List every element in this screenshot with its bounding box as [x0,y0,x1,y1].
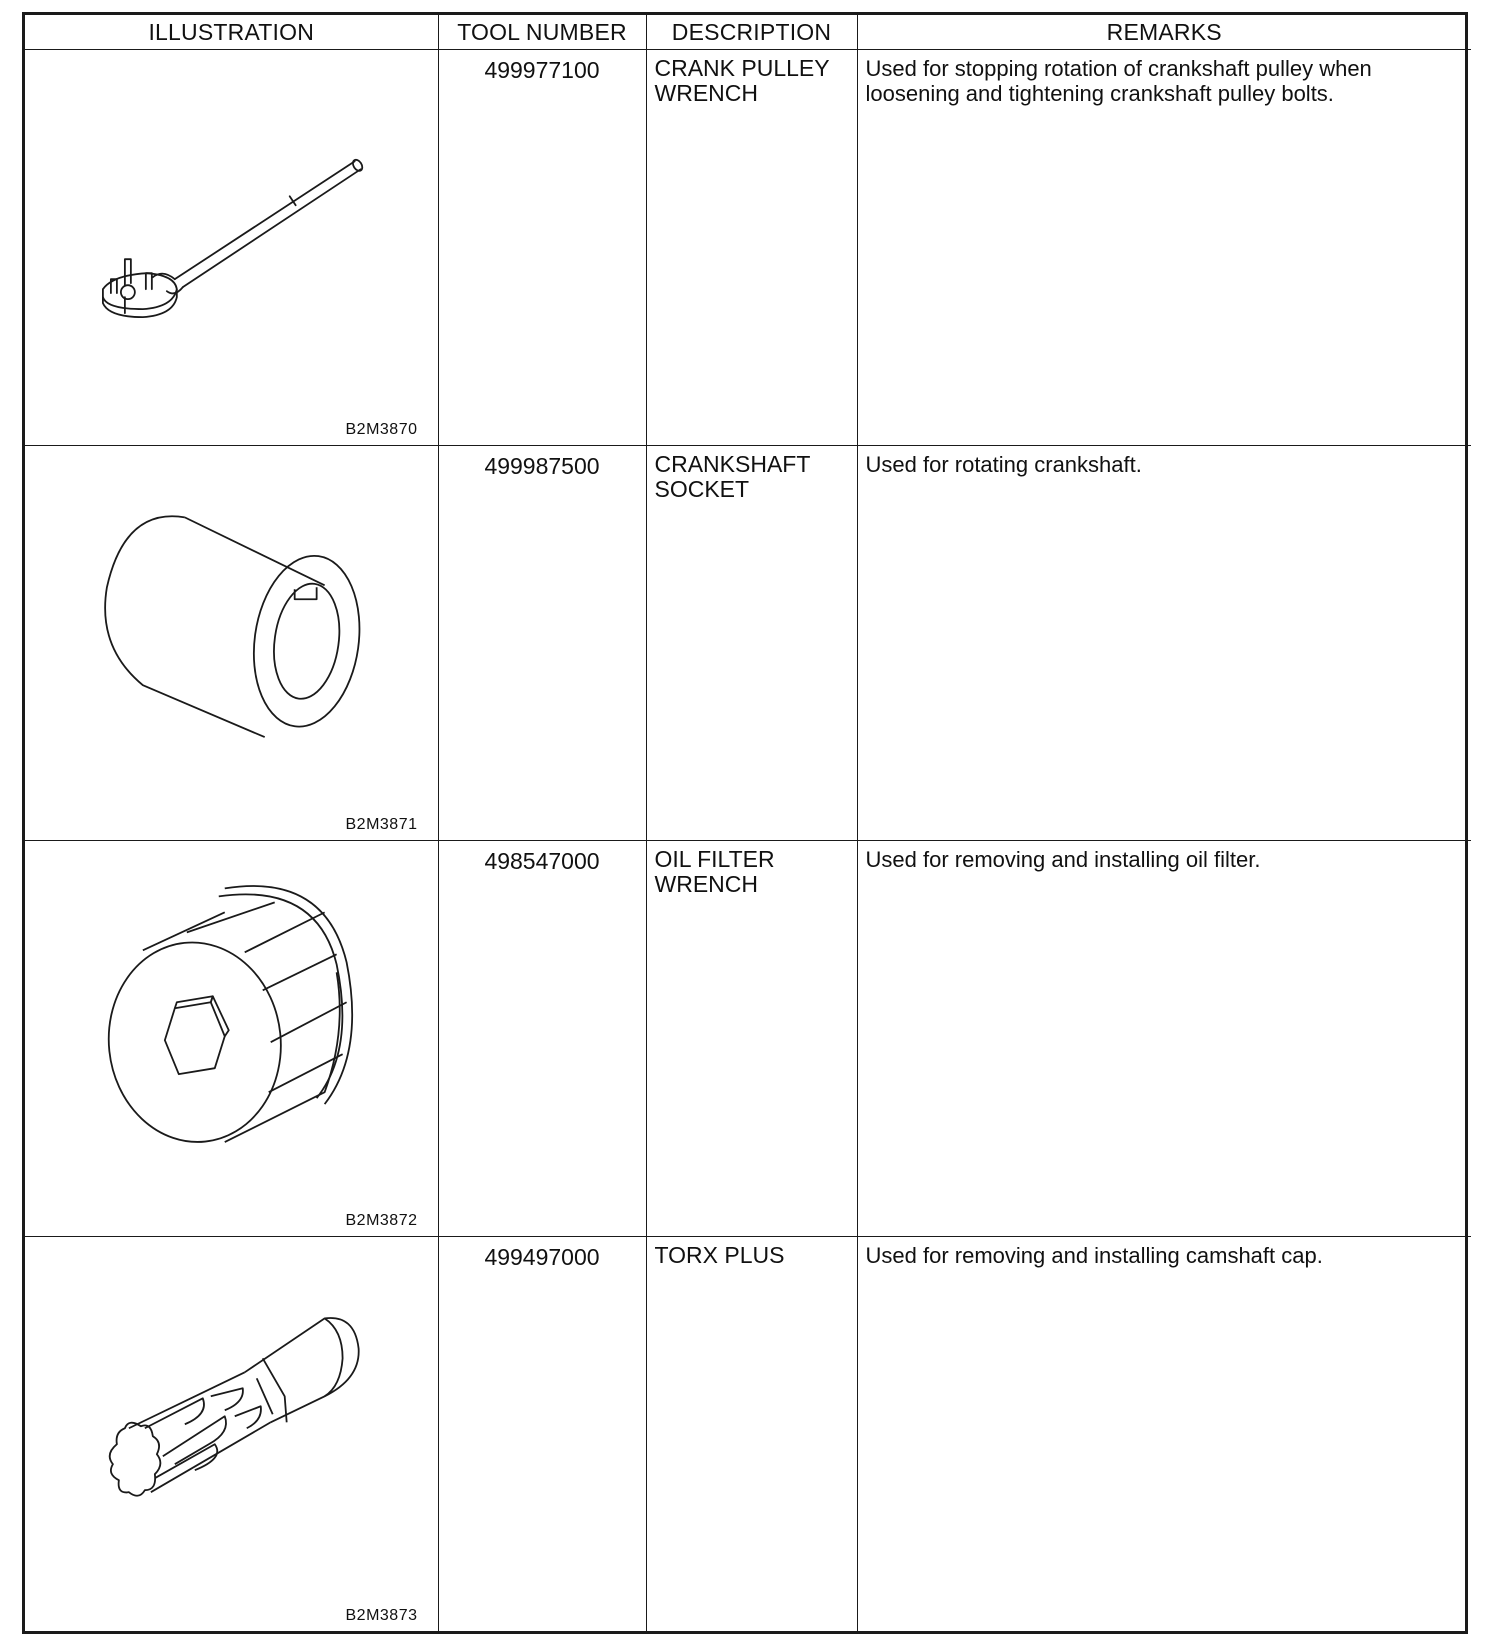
illustration-code: B2M3873 [345,1607,418,1624]
description-cell: CRANKSHAFT SOCKET [646,445,857,840]
tool-number-cell: 499497000 [438,1236,646,1631]
remarks-cell: Used for stopping rotation of crankshaft pulley when loosening and tightening crankshaft pulley bolts. [857,50,1471,445]
illustration-code: B2M3872 [345,1211,418,1229]
oil-filter-wrench-icon [25,841,438,1235]
description-cell: TORX PLUS [646,1236,857,1631]
torx-plus-bit-icon [25,1237,438,1631]
tool-number-cell: 499977100 [438,50,646,445]
description-cell: OIL FILTER WRENCH [646,841,857,1236]
table-row [25,445,1471,840]
header-description: DESCRIPTION [646,15,857,50]
illustration-cell [25,1236,438,1631]
header-tool-number: TOOL NUMBER [438,15,646,50]
remarks-cell: Used for removing and installing camshaft cap. [857,1236,1471,1631]
table-row [25,1236,1471,1631]
remarks-cell: Used for rotating crankshaft. [857,445,1471,840]
special-tools-table-frame [22,12,1468,1634]
description-cell: CRANK PULLEY WRENCH [646,50,857,445]
remarks-cell: Used for removing and installing oil filter. [857,841,1471,1236]
crankshaft-socket-icon [25,446,438,840]
tool-number-cell: 498547000 [438,841,646,1236]
illustration-code: B2M3870 [345,420,418,438]
illustration-cell [25,50,438,445]
table-row [25,50,1471,445]
header-remarks: REMARKS [857,15,1471,50]
special-tools-table [25,15,1471,1631]
header-illustration: ILLUSTRATION [25,15,438,50]
illustration-cell [25,841,438,1236]
illustration-code: B2M3871 [345,816,418,834]
table-row [25,841,1471,1236]
illustration-cell [25,445,438,840]
crank-pulley-wrench-icon [25,50,438,444]
tool-number-cell: 499987500 [438,445,646,840]
header-row [25,15,1471,50]
